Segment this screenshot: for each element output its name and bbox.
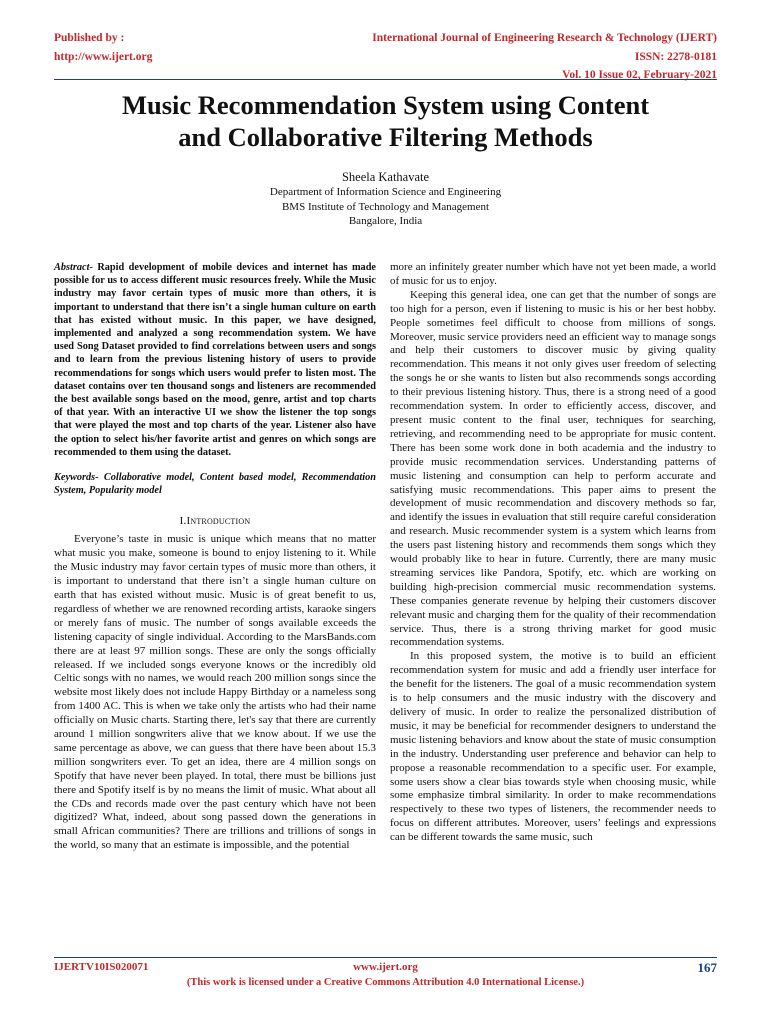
license-notice: (This work is licensed under a Creative Commons Attribution 4.0 International License.) [186, 977, 585, 988]
intro-paragraph-1: Everyone’s taste in music is unique which means that no matter what music you make, someone is bound to enjoy listening to it. While the Music industry may favor certain types of music more than others, it is important to understand that there isn’t a single human culture on earth that has existed without music. Music is of great benefit to us, regardless of whether we are renowned recording artists, karaoke singers or merely fans of music. The number of songs available exceeds the listening capacity of single individual. According to the MarsBands.com there are at least 97 million songs. These are only the songs officially released. If we included songs everyone knows or the incredibly old Celtic songs with no names, we would reach 200 million songs since the website most likely does not include Happy Birthday or a nameless song from 1400 AC. This is when we take only the artists who had their name officially on Music charts. Starting there, let's say that there are currently around 1 million songwriters alive that we know about. If we use the same percentage as above, we can guess that there have been about 15.3 million songwriters ever. To get an idea, there are 4 million songs on Spotify that have never been played. In total, there must be billions just there and Spotify itself is by no means the limit of music. What about all the CDs and records made over the past century which have not been digitized? What, indeed, about song passed down the generations in small African communities? There are trillions and trillions of songs in the world, so many that an estimate is impossible, and the potential [54, 533, 376, 852]
right-column [390, 261, 716, 845]
footer-site-link[interactable]: www.ijert.org [353, 961, 418, 973]
page-number: 167 [697, 960, 717, 975]
affiliation-institute: BMS Institute of Technology and Management [281, 200, 490, 213]
paper-title-line-1: Music Recommendation System using Content [121, 90, 650, 120]
journal-name: International Journal of Engineering Research & Technology (IJERT) [372, 32, 717, 44]
page-header [54, 29, 717, 81]
affiliation-department: Department of Information Science and Engineering [269, 186, 502, 198]
journal-issn: ISSN: 2278-0181 [634, 51, 717, 63]
left-column [54, 261, 376, 853]
author-name: Sheela Kathavate [341, 170, 430, 184]
abstract [54, 261, 376, 459]
journal-volume: Vol. 10 Issue 02, February-2021 [562, 69, 717, 81]
paper-id: IJERTV10IS020071 [54, 961, 149, 973]
published-by-label: Published by : [54, 32, 125, 44]
page-footer [54, 961, 717, 1001]
abstract-text: Rapid development of mobile devices and internet has made possible for us to access different music resources freely. While the Music industry may favor certain types of music more than others, it is important to understand that there isn’t a single human culture on earth that has existed without music. In this paper, we have designed, implemented and analyzed a song recommendation system. We have used Song Dataset provided to find correlations between users and songs and to learn from the previous listening history of users to provide recommendations for songs which users would prefer to listen most. The dataset contains over ten thousand songs and listeners are recommended the best available songs based on the mood, genre, artist and top charts of that year. With an interactive UI we show the listener the top songs that were played the most and top charts of the year. Listener also have the option to select his/her favorite artist and genres on which songs are recommended to them using the dataset. [54, 262, 376, 458]
publisher-url-link[interactable]: http://www.ijert.org [54, 51, 153, 63]
paper-title-line-2: and Collaborative Filtering Methods [178, 122, 593, 152]
publisher-block [54, 29, 152, 67]
intro-paragraph-3: In this proposed system, the motive is to build an efficient recommendation system for music and add a friendly user interface for the benefit for the listeners. The goal of a music recommendation system is to help consumers and the music industry with the discovery and delivery of music. In order to realize the personalized distribution of music, it may be beneficial for recommender designers to understand the music listening behaviors and know about the state of music consumption in the industry. Understanding user preference and behavior can help to propose a reasonable recommendation to a specific user. For example, some users show a clear bias towards style when choosing music, while some emphasize timbral similarity. In order to make recommendations respectively to these two types of listeners, the recommender needs to focus on different attributes. Moreover, users’ feelings and expressions can be different towards the same music, such [390, 650, 716, 844]
abstract-label: Abstract- [54, 262, 93, 273]
paper-title [54, 89, 717, 153]
intro-paragraph-2: Keeping this general idea, one can get that the number of songs are too high for a person, even if listening to music is his or her best hobby. People sometimes feel difficult to choose from millions of songs. Moreover, music service providers need an efficient way to manage songs and help their customers to discover music by giving quality recommendation. This means it not only gives user freedom of selecting the songs he or she wants to listen but also recommends songs according to their previous listening history. Thus, there is a strong need of a good recommendation system. In order to efficiently access, discover, and present music content to the final user, techniques for searching, retrieving, and recommending need to be appropriate for music content. There has been some work done in both academia and the industry to provide music recommendation services. Understanding patterns of music listening and consumption can help to perform accurate and satisfying music recommendations. This paper aims to present the development of music recommendation and discovery methods so far, and identify the issues in evaluation that still require careful consideration and research. Music recommender system is a system which learns from the users past listening history and recommends them songs which they would probably like to hear in future. Currently, there are many music streaming services like Pandora, Spotify, etc. which are working on building high-precision commercial music recommendation systems. These companies generate revenue by helping their customers discover relevant music and charging them for the quality of their recommendation service. Thus, there is a strong thriving market for good music recommendation systems. [390, 288, 716, 649]
author-affiliation [54, 185, 717, 229]
journal-info-block [372, 29, 717, 83]
intro-paragraph-continued: more an infinitely greater number which have not yet been made, a world of music for us to enjoy. [390, 261, 716, 287]
affiliation-location: Bangalore, India [348, 215, 423, 227]
header-divider [54, 79, 717, 80]
keywords: Keywords- Collaborative model, Content based model, Recommendation System, Popularity model [54, 472, 376, 497]
footer-divider [54, 957, 717, 958]
section-heading-introduction: I.Introduction [179, 515, 251, 528]
